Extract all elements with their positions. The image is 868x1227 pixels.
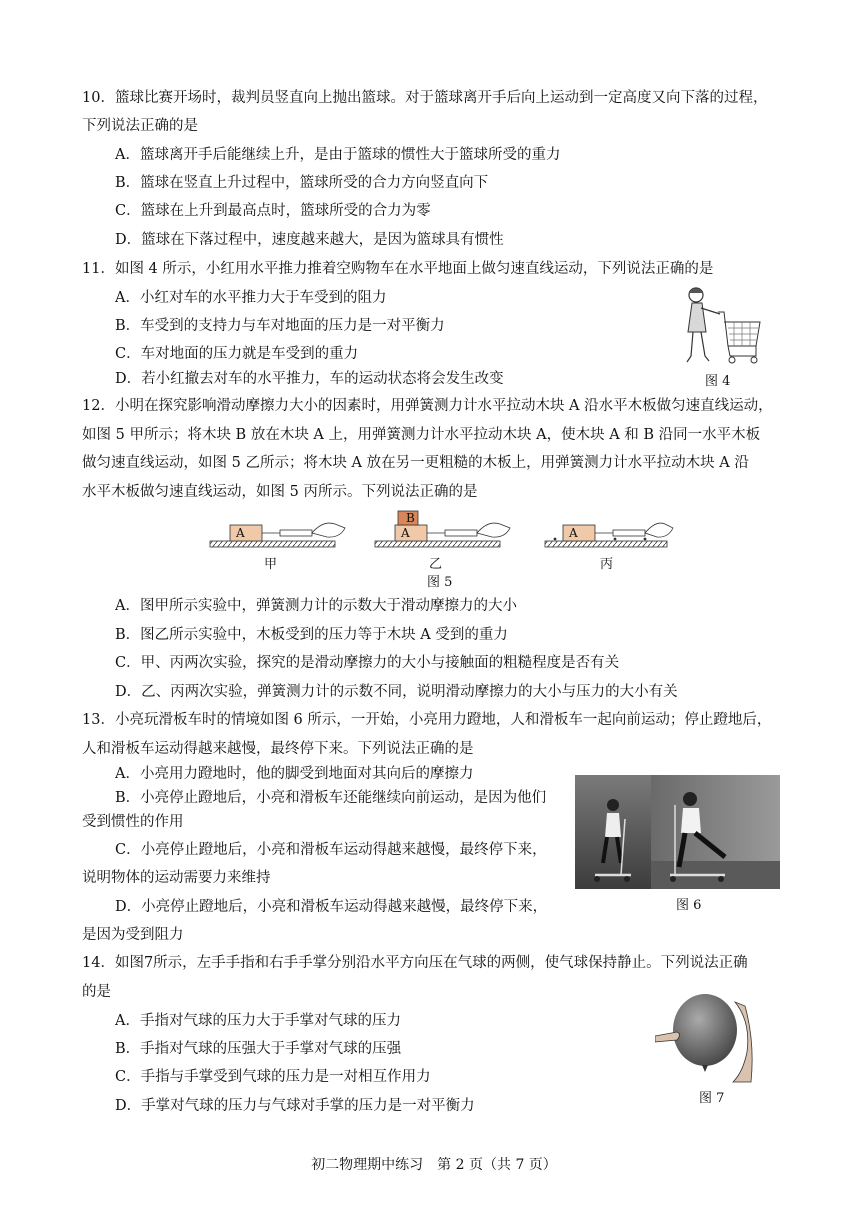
q14-stem-line1: 14．如图7所示，左手手指和右手手掌分别沿水平方向压在气球的两侧，使气球保持静止。下列说法正确 xyxy=(82,955,748,971)
q14-stem-line2: 的是 xyxy=(82,984,111,1000)
figure-7-balloon-illustration xyxy=(655,992,755,1084)
q13-option-a: A．小亮用力蹬地时，他的脚受到地面对其向后的摩擦力 xyxy=(115,766,474,782)
q13-stem-line2: 人和滑板车运动得越来越慢，最终停下来。下列说法正确的是 xyxy=(82,741,474,757)
q12-stem-line1: 12．小明在探究影响滑动摩擦力大小的因素时，用弹簧测力计水平拉动木块 A 沿水平木板做匀速直线运动， xyxy=(82,398,773,414)
q10-option-d: D．篮球在下落过程中，速度越来越大，是因为篮球具有惯性 xyxy=(115,232,504,248)
q10-option-b: B．篮球在竖直上升过程中，篮球所受的合力方向竖直向下 xyxy=(115,175,489,191)
figure-5-block-b-yi: B xyxy=(406,511,415,525)
q12-stem-line4: 水平木板做匀速直线运动，如图 5 丙所示。下列说法正确的是 xyxy=(82,484,478,500)
q10-stem-line1: 10．篮球比赛开场时，裁判员竖直向上抛出篮球。对于篮球离开手后向上运动到一定高度又向下落的过程， xyxy=(82,90,768,106)
q11-option-d: D．若小红撤去对车的水平推力，车的运动状态将会发生改变 xyxy=(115,371,504,387)
q12-option-a: A．图甲所示实验中，弹簧测力计的示数大于滑动摩擦力的大小 xyxy=(115,598,517,614)
figure-5-caption: 图 5 xyxy=(427,575,453,590)
q14-option-b: B．手指对气球的压强大于手掌对气球的压强 xyxy=(115,1041,402,1057)
q11-option-a: A．小红对车的水平推力大于车受到的阻力 xyxy=(115,290,387,306)
figure-5-block-a-yi: A xyxy=(401,526,410,540)
q13-option-c-line1: C．小亮停止蹬地后，小亮和滑板车运动得越来越慢，最终停下来， xyxy=(115,842,547,858)
figure-6-scooter-photos xyxy=(575,775,780,889)
q13-option-c-line2: 说明物体的运动需要力来维持 xyxy=(82,870,271,886)
q11-option-b: B．车受到的支持力与车对地面的压力是一对平衡力 xyxy=(115,318,445,334)
figure-6-caption: 图 6 xyxy=(676,898,702,913)
q12-stem-line2: 如图 5 甲所示；将木块 B 放在木块 A 上，用弹簧测力计水平拉动木块 A，使木块 A 和 B 沿同一水平木板 xyxy=(82,427,761,443)
figure-5-block-a-bing: A xyxy=(569,526,578,540)
q12-option-c: C．甲、丙两次实验，探究的是滑动摩擦力的大小与接触面的粗糙程度是否有关 xyxy=(115,655,620,671)
q14-option-a: A．手指对气球的压力大于手掌对气球的压力 xyxy=(115,1013,401,1029)
figure-5-label-yi: 乙 xyxy=(429,557,443,572)
figure-4-girl-cart-illustration xyxy=(680,284,765,370)
q13-option-d-line2: 是因为受到阻力 xyxy=(82,927,184,943)
q11-option-c: C．车对地面的压力就是车受到的重力 xyxy=(115,346,359,362)
figure-5-label-bing: 丙 xyxy=(600,557,614,572)
figure-5-label-jia: 甲 xyxy=(264,557,278,572)
q13-option-b-line1: B．小亮停止蹬地后，小亮和滑板车还能继续向前运动，是因为他们 xyxy=(115,790,547,806)
q10-option-c: C．篮球在上升到最高点时，篮球所受的合力为零 xyxy=(115,203,431,219)
page-footer: 初二物理期中练习 第 2 页（共 7 页） xyxy=(311,1157,557,1173)
q13-option-b-line2: 受到惯性的作用 xyxy=(82,814,184,830)
q11-stem: 11．如图 4 所示，小红用水平推力推着空购物车在水平地面上做匀速直线运动，下列说法正确的是 xyxy=(82,261,714,277)
q12-stem-line3: 做匀速直线运动，如图 5 乙所示；将木块 A 放在另一更粗糙的木板上，用弹簧测力计水平拉动木块 A 沿 xyxy=(82,455,749,471)
q13-option-d-line1: D．小亮停止蹬地后，小亮和滑板车运动得越来越慢，最终停下来， xyxy=(115,899,548,915)
q12-option-b: B．图乙所示实验中，木板受到的压力等于木块 A 受到的重力 xyxy=(115,627,508,643)
q10-option-a: A．篮球离开手后能继续上升，是由于篮球的惯性大于篮球所受的重力 xyxy=(115,147,561,163)
q13-stem-line1: 13．小亮玩滑板车时的情境如图 6 所示，一开始，小亮用力蹬地，人和滑板车一起向前运动；停止蹬地后， xyxy=(82,712,772,728)
figure-5-block-a-jia: A xyxy=(236,526,245,540)
q14-option-d: D．手掌对气球的压力与气球对手掌的压力是一对平衡力 xyxy=(115,1098,475,1114)
q14-option-c: C．手指与手掌受到气球的压力是一对相互作用力 xyxy=(115,1069,431,1085)
figure-5-friction-experiment xyxy=(205,508,675,553)
q10-stem-line2: 下列说法正确的是 xyxy=(82,118,198,134)
figure-7-caption: 图 7 xyxy=(699,1091,725,1106)
q12-option-d: D．乙、丙两次实验，弹簧测力计的示数不同，说明滑动摩擦力的大小与压力的大小有关 xyxy=(115,684,678,700)
figure-4-caption: 图 4 xyxy=(705,374,731,389)
